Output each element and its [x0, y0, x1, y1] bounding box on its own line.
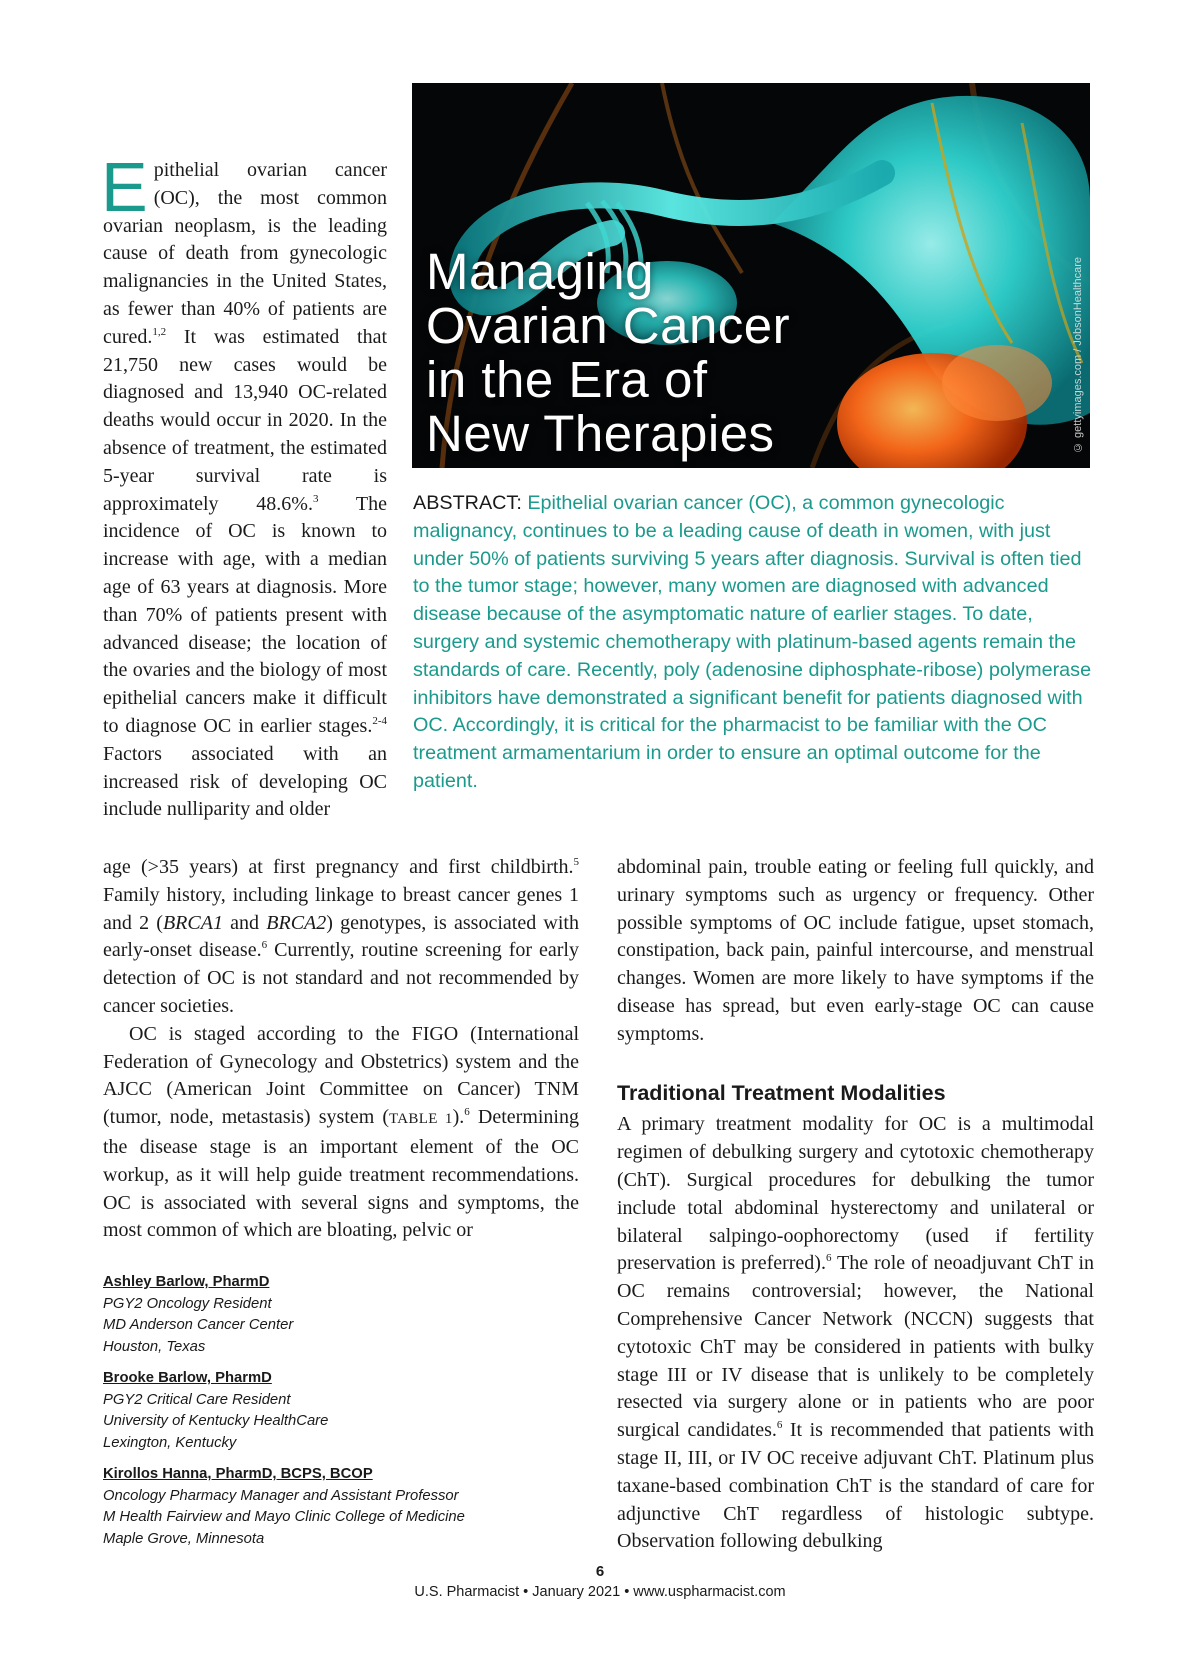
body-text: Factors associated with an increased risk of developing OC include nulliparity and older — [103, 742, 387, 821]
body-text: The role of neoadjuvant ChT in OC remains controversial; however, the National Comprehensive Cancer Network (NCCN) suggests that cytotoxic ChT may be considered in patients with bulky stage III or IV disease that is unlikely to be completely resected via surgery alone or in patients who are poor surgical candidates. — [617, 1252, 1094, 1442]
author-block — [103, 1272, 523, 1358]
body-text: It was estimated that 21,750 new cases would be diagnosed and 13,940 OC-related deaths would occur in 2020. In the absence of treatment, the estimated 5-year survival rate is approximately 48.6%. — [103, 325, 387, 515]
gene-name: BRCA2 — [266, 911, 327, 934]
gene-name: BRCA1 — [162, 911, 223, 934]
title-line: in the Era of — [426, 351, 708, 408]
citation: 1,2 — [152, 325, 167, 338]
author-block — [103, 1464, 523, 1550]
author-title: PGY2 Oncology Resident — [103, 1295, 272, 1312]
citation: 6 — [776, 1419, 783, 1432]
body-text: Determining the disease stage is an important element of the OC workup, as it will help guide treatment recommendations. OC is associated with several signs and symptoms, the most common of which are bloating, pelvic or — [103, 1106, 579, 1242]
right-column — [617, 854, 1094, 1556]
author-affiliation: M Health Fairview and Mayo Clinic College of Medicine — [103, 1509, 465, 1525]
abstract-text: Epithelial ovarian cancer (OC), a common gynecologic malignancy, continues to be a leading cause of death in women, with just under 50% of patients surviving 5 years after diagnosis. Survival is often tied to the tumor stage; however, many women are diagnosed with advanced disease because of the asymptomatic nature of earlier stages. To date, surgery and systemic chemotherapy with platinum-based agents remain the standards of care. Recently, poly (adenosine diphosphate-ribose) polymerase inhibitors have demonstrated a significant benefit for patients diagnosed with OC. Accordingly, it is critical for the pharmacist to be familiar with the OC treatment armamentarium in order to ensure an optimal outcome for the patient. — [413, 492, 1092, 792]
publication-line: U.S. Pharmacist • January 2021 • www.uspharmacist.com — [414, 1584, 786, 1600]
author-name: Kirollos Hanna, PharmD, BCPS, BCOP — [103, 1466, 373, 1482]
page-number: 6 — [595, 1563, 605, 1580]
abstract — [413, 490, 1103, 796]
author-name: Brooke Barlow, PharmD — [103, 1370, 272, 1386]
body-text: OC is staged according to the FIGO (International Federation of Gynecology and Obstetrics) system and the AJCC (American Joint Committee on Cancer) TNM (tumor, node, metastasis) system ( — [103, 1022, 579, 1129]
author-location: Houston, Texas — [103, 1338, 206, 1355]
body-text: Family history, including linkage to breast cancer genes 1 and 2 ( — [103, 883, 579, 934]
citation: 6 — [464, 1106, 470, 1119]
intro-column — [101, 148, 387, 824]
author-list — [103, 1272, 523, 1560]
paragraph — [103, 1021, 579, 1245]
body-text: ) genotypes, is associated with early-onset disease. — [103, 911, 579, 962]
citation: 2-4 — [372, 714, 387, 727]
body-text: The incidence of OC is known to increase with age, with a median age of 63 years at diagnosis. More than 70% of patients present with advanced disease; the location of the ovaries and the biology of most epithelial cancers make it difficult to diagnose OC in earlier stages. — [103, 492, 387, 737]
paragraph — [617, 1111, 1094, 1556]
citation: 3 — [312, 492, 319, 505]
body-text: It is recommended that patients with stage II, III, or IV OC receive adjuvant ChT. Platinum plus taxane-based combination ChT is the standard of care for adjunctive ChT regardless of histologic subtype. Observation following debulking — [617, 1419, 1095, 1553]
title-line: Managing — [426, 243, 654, 300]
photo-credit: © gettyimages.com / JobsonHealthcare — [1072, 256, 1084, 453]
author-location: Lexington, Kentucky — [103, 1434, 237, 1451]
author-affiliation: MD Anderson Cancer Center — [103, 1317, 294, 1333]
title-line: New Therapies — [426, 405, 775, 462]
body-text: age (>35 years) at first pregnancy and first childbirth. — [103, 856, 574, 878]
article-title — [426, 245, 790, 461]
body-text: ). — [452, 1106, 465, 1129]
drop-cap: E — [101, 148, 148, 226]
paragraph: abdominal pain, trouble eating or feeling full quickly, and urinary symptoms such as urgency or frequency. Other possible symptoms of OC include fatigue, upset stomach, constipation, back pain, painful intercourse, and menstrual changes. Women are more likely to have symptoms if the disease has spread, but even early-stage OC can cause symptoms. — [617, 856, 1094, 1045]
author-block — [103, 1368, 523, 1454]
abstract-label: ABSTRACT: — [413, 492, 522, 514]
paragraph — [103, 854, 579, 1021]
hero-image — [412, 83, 1090, 468]
body-text: Currently, routine screening for early detection of OC is not standard and not recommended by cancer societies. — [103, 939, 579, 1017]
author-title: Oncology Pharmacy Manager and Assistant Professor — [103, 1487, 459, 1504]
author-name: Ashley Barlow, PharmD — [103, 1274, 270, 1290]
author-title: PGY2 Critical Care Resident — [103, 1391, 291, 1408]
body-text: pithelial ovarian cancer (OC), the most common ovarian neoplasm, is the leading cause of death from gynecologic malignancies in the United States, as fewer than 40% of patients are cured. — [103, 159, 387, 348]
citation: 6 — [261, 939, 268, 952]
citation: 5 — [573, 856, 579, 868]
body-text: A primary treatment modality for OC is a multimodal regimen of debulking surgery and cytotoxic chemotherapy (ChT). Surgical procedures for debulking the tumor include total abdominal hysterectomy and unilateral or bilateral salpingo-oophorectomy (used if fertility preservation is preferred). — [617, 1113, 1094, 1275]
section-heading: Traditional Treatment Modalities — [617, 1080, 946, 1105]
author-location: Maple Grove, Minnesota — [103, 1530, 265, 1547]
citation: 6 — [825, 1252, 832, 1265]
title-line: Ovarian Cancer — [426, 297, 791, 354]
left-column — [103, 854, 579, 1245]
body-text: and — [222, 911, 267, 934]
table-reference[interactable]: TABLE 1 — [389, 1111, 453, 1128]
page-footer — [0, 1563, 1200, 1600]
author-affiliation: University of Kentucky HealthCare — [103, 1413, 329, 1429]
